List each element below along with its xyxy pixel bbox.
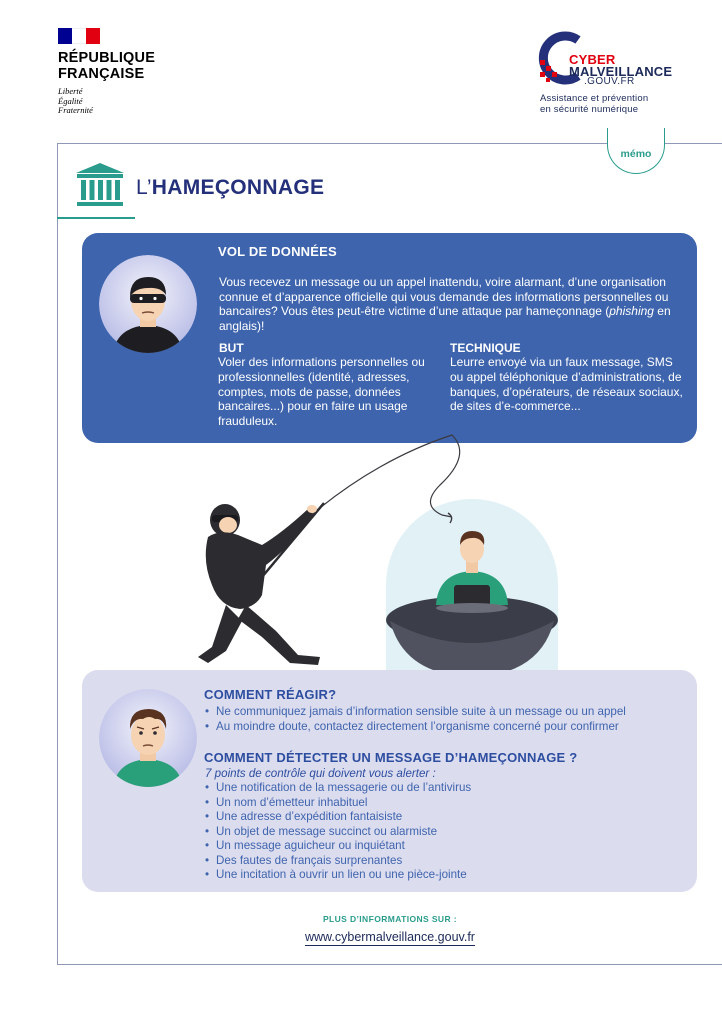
technique-text: Leurre envoyé via un faux message, SMS ou appel téléphonique d’administrations, de banques, d’opérateurs, de réseaux sociaux, de sites d’e-commerce... (450, 355, 683, 414)
vol-intro-before: Vous recevez un message ou un appel inattendu, voire alarmant, d’une organisation connue et d’apparence officielle qui vous demande des informations personnelles ou bancaires? Vous êtes peut-être victime d’une attaque par hameçonnage ( (219, 275, 669, 318)
motto-fraternite: Fraternité (58, 105, 93, 115)
list-item: • Un objet de message succinct ou alarmiste (205, 825, 471, 840)
footer-url (0, 930, 722, 944)
more-info-label: PLUS D’INFORMATIONS SUR : (322, 914, 458, 924)
technique-heading: TECHNIQUE (450, 341, 521, 355)
vol-intro (219, 275, 674, 333)
detect-subheading: 7 points de contrôle qui doivent vous alerter : (205, 767, 436, 780)
react-list (205, 705, 626, 734)
institution-building-icon (74, 161, 126, 209)
vol-heading: VOL DE DONNÉES (218, 244, 337, 259)
title-underline (57, 217, 135, 219)
cyber-logo-tagline (540, 93, 648, 115)
list-item: • Des fautes de français surprenantes (205, 854, 471, 869)
hacker-avatar (99, 255, 197, 353)
republique-line2: FRANÇAISE (58, 66, 145, 82)
but-heading: BUT (219, 341, 244, 355)
republique-name (58, 50, 155, 82)
memo-label: mémo (620, 148, 652, 160)
list-item: • Une notification de la messagerie ou de l’antivirus (205, 781, 471, 796)
page-title (136, 176, 324, 200)
phishing-illustration (190, 425, 590, 685)
list-item: • Au moindre doute, contactez directement l’organisme concerné pour confirmer (205, 720, 626, 735)
website-link[interactable]: www.cybermalveillance.gouv.fr (305, 930, 475, 944)
but-text: Voler des informations personnelles ou professionnelles (identité, adresses, comptes, mots de passe, données bancaires...) pour en faire un usage frauduleux. (218, 355, 425, 429)
cyber-tagline-2: en sécurité numérique (540, 104, 639, 115)
motto-liberte: Liberté (58, 86, 83, 96)
list-item: • Une incitation à ouvrir un lien ou une pièce-jointe (205, 868, 471, 883)
cyber-tagline-1: Assistance et prévention (540, 93, 649, 104)
title-text: HAMEÇONNAGE (151, 176, 325, 199)
masked-hacker-icon (99, 255, 197, 353)
cyber-logo-line1: CYBER (569, 52, 616, 67)
user-avatar (99, 689, 197, 787)
worried-user-icon (99, 689, 197, 787)
cyber-logo-line2: MALVEILLANCE (569, 64, 673, 79)
list-item: • Ne communiquez jamais d’information sensible suite à un message ou un appel (205, 705, 626, 720)
french-flag-icon (58, 28, 100, 44)
republique-line1: RÉPUBLIQUE (58, 50, 156, 66)
react-heading: COMMENT RÉAGIR? (204, 687, 337, 702)
list-item: • Un message aguicheur ou inquiétant (205, 839, 471, 854)
motto-egalite: Égalité (58, 95, 83, 106)
detect-list (205, 781, 471, 883)
republique-motto (58, 87, 155, 116)
list-item: • Un nom d’émetteur inhabituel (205, 796, 471, 811)
list-item: • Une adresse d’expédition fantaisiste (205, 810, 471, 825)
republique-francaise-logo (58, 28, 155, 116)
detect-heading: COMMENT DÉTECTER UN MESSAGE D’HAMEÇONNAGE ? (204, 750, 578, 765)
victim-bubble-icon (386, 499, 558, 677)
hacker-fisherman-icon (198, 504, 320, 665)
vol-intro-after: en anglais)! (219, 304, 671, 333)
vol-intro-em: phishing (609, 304, 654, 318)
title-prefix: L’ (136, 176, 152, 199)
cyber-logo-line3: .GOUV.FR (584, 76, 635, 87)
cybermalveillance-logo (534, 30, 674, 116)
